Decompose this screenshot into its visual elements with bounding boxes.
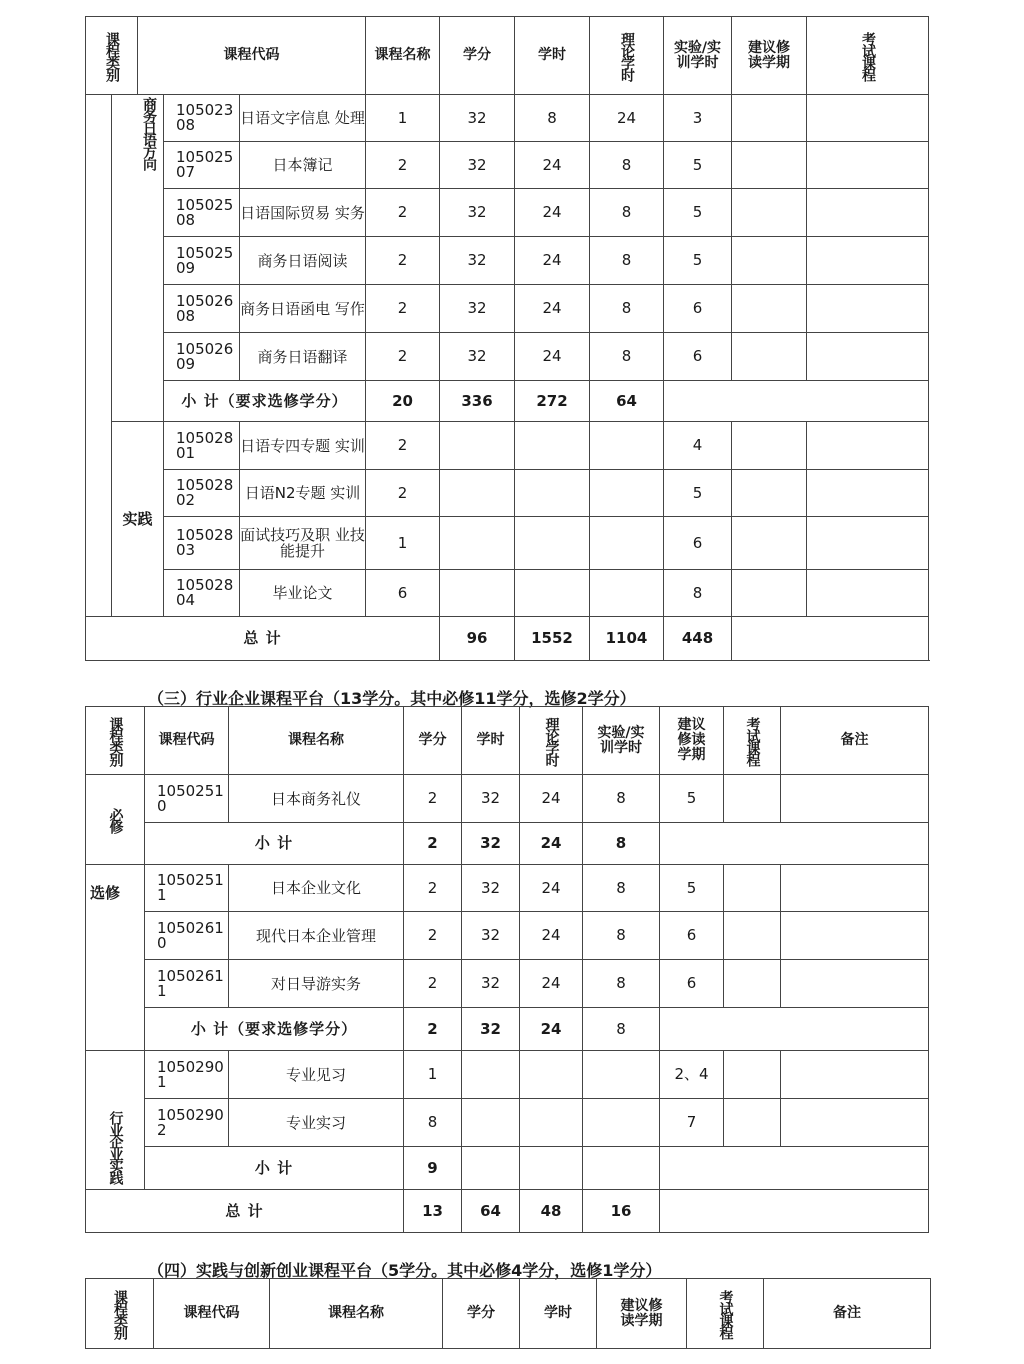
subtotal-credit: 9	[404, 1147, 462, 1190]
exam	[732, 570, 807, 617]
header-term: 建议修读学期	[597, 1279, 687, 1349]
group-practice-label: 实践	[112, 422, 164, 617]
credit: 2	[366, 470, 440, 517]
subtotal-row	[86, 1147, 929, 1190]
header-term: 建议修读学期	[732, 17, 807, 95]
theory-hours: 24	[515, 333, 590, 381]
note	[807, 517, 929, 570]
header-theory	[590, 17, 664, 95]
subtotal-hours: 32	[462, 823, 520, 865]
header-exam-text: 考试课程	[717, 1289, 734, 1338]
header-category-text: 课程类别	[104, 31, 120, 80]
hours: 32	[440, 189, 515, 237]
header-category	[86, 1279, 154, 1349]
term: 6	[664, 333, 732, 381]
table-row	[86, 517, 929, 570]
theory-hours	[520, 1051, 583, 1099]
note	[807, 189, 929, 237]
section-4-title: （四）实践与创新创业课程平台（5学分。其中必修4学分，选修1学分）	[148, 1261, 662, 1280]
note	[781, 1099, 929, 1147]
course-name: 日本簿记	[240, 142, 366, 189]
theory-hours	[515, 570, 590, 617]
credit: 2	[366, 189, 440, 237]
term: 5	[660, 775, 724, 823]
note	[807, 237, 929, 285]
term: 6	[664, 285, 732, 333]
exam	[724, 865, 781, 912]
term: 8	[664, 570, 732, 617]
theory-hours: 8	[515, 95, 590, 142]
note	[781, 960, 929, 1008]
hours: 32	[462, 865, 520, 912]
hours: 32	[440, 237, 515, 285]
course-table-1	[85, 16, 929, 661]
theory-hours: 24	[515, 189, 590, 237]
subtotal-credit: 20	[366, 381, 440, 422]
practice-hours: 8	[583, 865, 660, 912]
table-row	[86, 237, 929, 285]
exam	[724, 1051, 781, 1099]
theory-hours	[515, 517, 590, 570]
exam	[724, 912, 781, 960]
total-credit: 96	[440, 617, 515, 661]
total-theory: 1104	[590, 617, 664, 661]
practice-hours: 8	[583, 775, 660, 823]
course-name: 现代日本企业管理	[229, 912, 404, 960]
course-name: 面试技巧及职 业技能提升	[240, 517, 366, 570]
credit: 1	[404, 1051, 462, 1099]
course-name: 日语国际贸易 实务	[240, 189, 366, 237]
hours: 32	[440, 142, 515, 189]
practice-hours: 8	[590, 237, 664, 285]
note	[807, 570, 929, 617]
credit: 1	[366, 517, 440, 570]
total-blank	[732, 617, 929, 661]
subtotal-row	[86, 381, 929, 422]
theory-hours: 24	[515, 237, 590, 285]
hours: 32	[462, 960, 520, 1008]
header-exam	[724, 707, 781, 775]
theory-hours: 24	[520, 960, 583, 1008]
header-credit: 学分	[440, 17, 515, 95]
header-category	[86, 707, 145, 775]
theory-hours	[515, 422, 590, 470]
header-term: 建议修读学期	[660, 707, 724, 775]
exam	[732, 517, 807, 570]
theory-hours: 24	[520, 912, 583, 960]
subtotal-blank	[660, 823, 929, 865]
header-code: 课程代码	[138, 17, 366, 95]
header-exam	[687, 1279, 764, 1349]
header-credit: 学分	[404, 707, 462, 775]
subtotal-row	[86, 1008, 929, 1051]
course-code: 10502901	[145, 1051, 229, 1099]
term: 5	[664, 237, 732, 285]
header-name: 课程名称	[270, 1279, 443, 1349]
term: 5	[664, 470, 732, 517]
hours: 32	[462, 775, 520, 823]
subtotal-theory: 272	[515, 381, 590, 422]
hours: 32	[440, 95, 515, 142]
practice-hours: 8	[590, 285, 664, 333]
exam	[732, 142, 807, 189]
exam	[732, 285, 807, 333]
course-code: 10502801	[164, 422, 240, 470]
course-name: 商务日语翻译	[240, 333, 366, 381]
table-header-row	[86, 707, 929, 775]
header-hours: 学时	[462, 707, 520, 775]
subtotal-hours: 336	[440, 381, 515, 422]
hours	[440, 422, 515, 470]
hours: 32	[440, 333, 515, 381]
course-name: 商务日语阅读	[240, 237, 366, 285]
term: 3	[664, 95, 732, 142]
course-name: 日语专四专题 实训	[240, 422, 366, 470]
header-category	[86, 17, 138, 95]
note	[781, 775, 929, 823]
header-exam	[807, 17, 929, 95]
subtotal-hours: 32	[462, 1008, 520, 1051]
group-elective-label: 选修	[86, 865, 145, 1051]
subtotal-row	[86, 823, 929, 865]
total-practice: 448	[664, 617, 732, 661]
total-theory: 48	[520, 1190, 583, 1233]
table-row	[86, 285, 929, 333]
table-row	[86, 865, 929, 912]
credit: 2	[366, 422, 440, 470]
header-practice: 实验/实训学时	[583, 707, 660, 775]
table-row	[86, 189, 929, 237]
subtotal-theory: 24	[520, 1008, 583, 1051]
table-row	[86, 333, 929, 381]
note	[807, 95, 929, 142]
subtotal-hours	[462, 1147, 520, 1190]
exam	[732, 189, 807, 237]
header-theory-text: 理论学时	[543, 716, 560, 765]
header-theory	[520, 707, 583, 775]
exam	[724, 775, 781, 823]
hours: 32	[440, 285, 515, 333]
term: 6	[660, 960, 724, 1008]
theory-hours	[520, 1099, 583, 1147]
credit: 2	[404, 912, 462, 960]
table-row	[86, 912, 929, 960]
header-exam-text: 考试课程	[744, 716, 761, 765]
group-industry	[86, 1051, 145, 1190]
total-hours: 1552	[515, 617, 590, 661]
subtotal-label: 小 计	[145, 1147, 404, 1190]
subtotal-practice: 8	[583, 823, 660, 865]
note	[781, 865, 929, 912]
course-code: 10502902	[145, 1099, 229, 1147]
practice-hours	[583, 1051, 660, 1099]
header-name: 课程名称	[366, 17, 440, 95]
total-credit: 13	[404, 1190, 462, 1233]
subtotal-practice	[583, 1147, 660, 1190]
table-row	[86, 422, 929, 470]
header-exam-text: 考试课程	[860, 31, 876, 80]
course-code: 10502510	[145, 775, 229, 823]
header-category-text: 课程类别	[112, 1289, 128, 1338]
credit: 2	[366, 285, 440, 333]
table-row	[86, 570, 929, 617]
hours	[440, 517, 515, 570]
practice-hours: 24	[590, 95, 664, 142]
practice-hours: 8	[590, 142, 664, 189]
exam	[724, 960, 781, 1008]
total-blank	[660, 1190, 929, 1233]
table-row	[86, 142, 929, 189]
practice-hours: 8	[583, 912, 660, 960]
credit: 2	[366, 237, 440, 285]
group-required-label: 必修	[107, 807, 124, 832]
total-label: 总 计	[86, 617, 440, 661]
course-name: 商务日语函电 写作	[240, 285, 366, 333]
course-code: 10502608	[164, 285, 240, 333]
header-theory-text: 理论学时	[619, 31, 635, 80]
practice-hours	[583, 1099, 660, 1147]
header-note: 备注	[781, 707, 929, 775]
exam	[724, 1099, 781, 1147]
term: 7	[660, 1099, 724, 1147]
practice-hours	[590, 470, 664, 517]
practice-hours	[590, 517, 664, 570]
exam	[732, 422, 807, 470]
subtotal-label: 小 计（要求选修学分）	[164, 381, 366, 422]
group-industry-label: 行业企业实践	[107, 1111, 124, 1183]
hours	[462, 1051, 520, 1099]
subtotal-practice: 8	[583, 1008, 660, 1051]
subtotal-credit: 2	[404, 1008, 462, 1051]
subtotal-label: 小 计	[145, 823, 404, 865]
header-credit: 学分	[443, 1279, 520, 1349]
credit: 8	[404, 1099, 462, 1147]
header-hours: 学时	[515, 17, 590, 95]
course-code: 10502802	[164, 470, 240, 517]
table-row	[86, 775, 929, 823]
note	[807, 470, 929, 517]
practice-hours: 8	[590, 189, 664, 237]
total-practice: 16	[583, 1190, 660, 1233]
course-name: 日本商务礼仪	[229, 775, 404, 823]
course-code: 10502511	[145, 865, 229, 912]
theory-hours	[515, 470, 590, 517]
total-label: 总 计	[86, 1190, 404, 1233]
course-code: 10502308	[164, 95, 240, 142]
subtotal-credit: 2	[404, 823, 462, 865]
term: 5	[664, 142, 732, 189]
category-blank	[86, 95, 112, 617]
header-category-text: 课程类别	[107, 716, 124, 765]
course-name: 专业实习	[229, 1099, 404, 1147]
course-code: 10502610	[145, 912, 229, 960]
header-practice: 实验/实训学时	[664, 17, 732, 95]
table-row	[86, 95, 929, 142]
course-code: 10502609	[164, 333, 240, 381]
hours: 32	[462, 912, 520, 960]
course-name: 专业见习	[229, 1051, 404, 1099]
credit: 1	[366, 95, 440, 142]
course-code: 10502803	[164, 517, 240, 570]
note	[807, 422, 929, 470]
table-row	[86, 1051, 929, 1099]
subtotal-theory	[520, 1147, 583, 1190]
subtotal-blank	[664, 381, 929, 422]
credit: 2	[404, 865, 462, 912]
theory-hours: 24	[515, 285, 590, 333]
total-hours: 64	[462, 1190, 520, 1233]
credit: 2	[366, 142, 440, 189]
section-3-title: （三）行业企业课程平台（13学分。其中必修11学分，选修2学分）	[148, 689, 636, 708]
table-header-row	[86, 1279, 931, 1349]
subtotal-blank	[660, 1008, 929, 1051]
table-header-row	[86, 17, 929, 95]
course-name: 日本企业文化	[229, 865, 404, 912]
group-business-label: 商务日语方向	[141, 97, 157, 169]
term: 4	[664, 422, 732, 470]
header-code: 课程代码	[145, 707, 229, 775]
term: 5	[660, 865, 724, 912]
header-code: 课程代码	[154, 1279, 270, 1349]
exam	[732, 470, 807, 517]
practice-hours	[590, 570, 664, 617]
theory-hours: 24	[520, 865, 583, 912]
exam	[732, 237, 807, 285]
theory-hours: 24	[515, 142, 590, 189]
table-row	[86, 470, 929, 517]
course-table-3	[85, 1278, 931, 1349]
course-code: 10502507	[164, 142, 240, 189]
course-table-2	[85, 706, 929, 1233]
term: 2、4	[660, 1051, 724, 1099]
subtotal-blank	[660, 1147, 929, 1190]
term: 6	[660, 912, 724, 960]
subtotal-label: 小 计（要求选修学分）	[145, 1008, 404, 1051]
course-name: 对日导游实务	[229, 960, 404, 1008]
total-row	[86, 1190, 929, 1233]
exam	[732, 95, 807, 142]
course-name: 日语文字信息 处理	[240, 95, 366, 142]
credit: 6	[366, 570, 440, 617]
course-code: 10502611	[145, 960, 229, 1008]
exam	[732, 333, 807, 381]
header-hours: 学时	[520, 1279, 597, 1349]
subtotal-theory: 24	[520, 823, 583, 865]
group-required	[86, 775, 145, 865]
course-name: 毕业论文	[240, 570, 366, 617]
note	[807, 333, 929, 381]
practice-hours: 8	[590, 333, 664, 381]
course-code: 10502804	[164, 570, 240, 617]
header-name: 课程名称	[229, 707, 404, 775]
term: 6	[664, 517, 732, 570]
table-row	[86, 1099, 929, 1147]
credit: 2	[404, 960, 462, 1008]
hours	[440, 570, 515, 617]
credit: 2	[366, 333, 440, 381]
term: 5	[664, 189, 732, 237]
note	[807, 285, 929, 333]
course-name: 日语N2专题 实训	[240, 470, 366, 517]
hours	[462, 1099, 520, 1147]
total-row	[86, 617, 929, 661]
practice-hours: 8	[583, 960, 660, 1008]
subtotal-practice: 64	[590, 381, 664, 422]
note	[807, 142, 929, 189]
header-note: 备注	[764, 1279, 931, 1349]
theory-hours: 24	[520, 775, 583, 823]
note	[781, 912, 929, 960]
credit: 2	[404, 775, 462, 823]
group-business-japanese	[112, 95, 164, 422]
course-code: 10502508	[164, 189, 240, 237]
note	[781, 1051, 929, 1099]
course-code: 10502509	[164, 237, 240, 285]
practice-hours	[590, 422, 664, 470]
hours	[440, 470, 515, 517]
table-row	[86, 960, 929, 1008]
